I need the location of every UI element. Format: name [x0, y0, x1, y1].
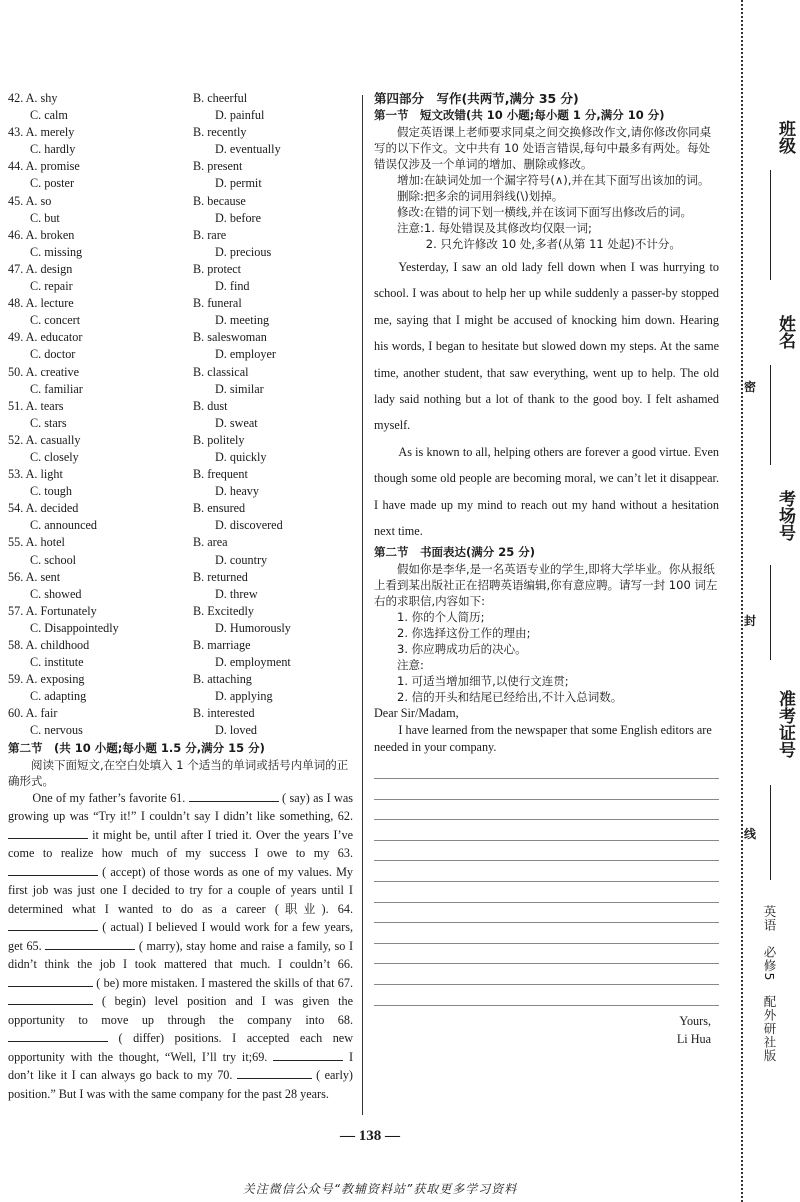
- writing-note: 2. 信的开头和结尾已经给出,不计入总词数。: [397, 690, 623, 705]
- option-d[interactable]: D. meeting: [215, 313, 270, 328]
- essay-to-correct: [374, 254, 719, 544]
- choice-row: [8, 381, 353, 398]
- option-c[interactable]: C. but: [30, 210, 60, 225]
- column-divider: [362, 95, 363, 1115]
- option-b[interactable]: B. frequent: [193, 467, 248, 482]
- option-c[interactable]: C. calm: [30, 108, 68, 123]
- section2-instructions: 阅读下面短文,在空白处填入 1 个适当的单词或括号内单词的正确形式。: [8, 757, 349, 788]
- option-c[interactable]: C. closely: [30, 449, 79, 464]
- option-b[interactable]: B. rare: [193, 227, 227, 242]
- option-b[interactable]: B. marriage: [193, 638, 251, 652]
- option-d[interactable]: D. eventually: [215, 142, 281, 157]
- option-d[interactable]: D. sweat: [215, 415, 258, 430]
- option-b[interactable]: B. because: [193, 193, 246, 208]
- class-line[interactable]: [770, 170, 771, 280]
- answer-line[interactable]: [374, 923, 719, 944]
- room-line[interactable]: [770, 565, 771, 660]
- answer-line[interactable]: [374, 903, 719, 924]
- option-d[interactable]: D. quickly: [215, 449, 267, 464]
- essay-paragraph-2[interactable]: As is known to all, helping others are forever a good virtue. Even though some old people are becoming moral, we can’t let it disappear. I have made up my mind to reach out my hand without a hesitation next time.: [374, 444, 719, 539]
- blank-63[interactable]: [8, 863, 98, 876]
- answer-line[interactable]: [374, 841, 719, 862]
- option-b[interactable]: B. ensured: [193, 501, 246, 516]
- option-a[interactable]: 60. A. fair: [8, 706, 58, 721]
- option-c[interactable]: C. poster: [30, 176, 75, 191]
- note-1: 注意:1. 每处错误及其修改均仅限一词;: [397, 221, 592, 235]
- option-d[interactable]: D. precious: [215, 244, 272, 259]
- choice-row: [8, 175, 353, 192]
- rule-delete: 删除:把多余的词用斜线(\)划掉。: [397, 189, 564, 203]
- option-c[interactable]: C. tough: [30, 484, 72, 499]
- blank-69[interactable]: [273, 1048, 343, 1061]
- option-b[interactable]: B. classical: [193, 364, 249, 379]
- option-c[interactable]: C. stars: [30, 415, 67, 430]
- option-c[interactable]: C. school: [30, 552, 77, 567]
- choice-row: [8, 722, 353, 739]
- option-a[interactable]: 45. A. so: [8, 193, 52, 208]
- seal-mark-mi: 密: [744, 380, 757, 394]
- blank-67[interactable]: [8, 992, 93, 1005]
- choice-row: [8, 586, 353, 603]
- blank-70[interactable]: [237, 1066, 312, 1079]
- part4-heading: 第四部分 写作(共两节,满分 35 分): [374, 91, 579, 106]
- option-b[interactable]: B. present: [193, 159, 243, 174]
- choice-row: [8, 637, 353, 654]
- writing-item: 1. 你的个人简历;: [397, 610, 485, 625]
- writing-area[interactable]: [374, 758, 719, 1005]
- option-b[interactable]: B. politely: [193, 432, 245, 447]
- left-column: [8, 90, 353, 1103]
- choice-row: [8, 124, 353, 141]
- option-a[interactable]: 54. A. decided: [8, 501, 79, 516]
- letter-signature: Li Hua: [676, 1031, 711, 1046]
- option-d[interactable]: D. permit: [215, 176, 262, 191]
- writing-item: 3. 你应聘成功后的决心。: [397, 642, 527, 657]
- choice-row: [8, 210, 353, 227]
- letter-opening: I have learned from the newspaper that some English editors are needed in your company.: [374, 723, 712, 755]
- option-b[interactable]: B. protect: [193, 261, 242, 276]
- answer-line[interactable]: [374, 758, 719, 779]
- choice-row: [8, 483, 353, 500]
- option-c[interactable]: C. showed: [30, 586, 82, 601]
- option-d[interactable]: D. employment: [215, 655, 291, 670]
- choice-row: [8, 346, 353, 363]
- choice-row: [8, 500, 353, 517]
- option-a[interactable]: 56. A. sent: [8, 569, 61, 584]
- option-d[interactable]: D. loved: [215, 723, 257, 738]
- option-c[interactable]: C. hardly: [30, 142, 76, 157]
- option-b[interactable]: B. cheerful: [193, 91, 248, 105]
- writing-heading: 第二节 书面表达(满分 25 分): [374, 545, 536, 560]
- option-a[interactable]: 50. A. creative: [8, 364, 80, 379]
- writing-note-heading: 注意:: [397, 658, 424, 673]
- essay-paragraph-1[interactable]: Yesterday, I saw an old lady fell down when I was hurrying to school. I was about to help her up while suddenly a passer-by stopped me, saying that I might be accused of knocking him down. Hearing his words, I began to hesitate but slowed down my steps. At the same time, another student, that saw everything, went up to help. The old lady said nothing but a lot of thank to the good boy. I felt ashamed myself.: [374, 260, 719, 433]
- letter-salutation: Dear Sir/Madam,: [374, 706, 459, 721]
- right-column: [374, 90, 719, 1048]
- choice-row: [8, 329, 353, 346]
- footer-note: 关注微信公众号“教辅资料站”获取更多学习资料: [242, 1182, 518, 1196]
- option-c[interactable]: C. nervous: [30, 723, 83, 738]
- answer-line[interactable]: [374, 861, 719, 882]
- rule-add: 增加:在缺词处加一个漏字符号(∧),并在其下面写出该加的词。: [397, 173, 710, 187]
- option-c[interactable]: C. adapting: [30, 689, 87, 704]
- option-d[interactable]: D. discovered: [215, 518, 283, 533]
- choice-row: [8, 569, 353, 586]
- option-c[interactable]: C. concert: [30, 313, 81, 328]
- choice-row: [8, 244, 353, 261]
- option-b[interactable]: B. recently: [193, 125, 247, 140]
- option-c[interactable]: C. familiar: [30, 381, 83, 396]
- option-c[interactable]: C. missing: [30, 244, 83, 259]
- option-d[interactable]: D. employer: [215, 347, 276, 362]
- choice-row: [8, 517, 353, 534]
- option-c[interactable]: C. doctor: [30, 347, 76, 362]
- answer-line[interactable]: [374, 820, 719, 841]
- choice-row: [8, 364, 353, 381]
- choice-row: [8, 432, 353, 449]
- option-a[interactable]: 47. A. design: [8, 261, 73, 276]
- book-title: 英语 必修5 配外研社版: [762, 905, 777, 1063]
- option-d[interactable]: D. find: [215, 279, 250, 294]
- answer-line[interactable]: [374, 985, 719, 1006]
- option-a[interactable]: 49. A. educator: [8, 330, 83, 345]
- answer-line[interactable]: [374, 944, 719, 965]
- name-label: 姓名: [775, 315, 795, 349]
- blank-61[interactable]: [189, 789, 279, 802]
- seal-mark-feng: 封: [744, 614, 757, 628]
- option-a[interactable]: 48. A. lecture: [8, 296, 74, 311]
- choice-row: [8, 107, 353, 124]
- class-label: 班级: [775, 120, 795, 154]
- option-d[interactable]: D. before: [215, 210, 262, 225]
- binding-dotted-line: [741, 0, 743, 1202]
- choice-row: [8, 261, 353, 278]
- option-c[interactable]: C. repair: [30, 279, 73, 294]
- option-b[interactable]: B. saleswoman: [193, 330, 267, 345]
- option-d[interactable]: D. heavy: [215, 484, 259, 499]
- option-a[interactable]: 52. A. casually: [8, 432, 81, 447]
- option-d[interactable]: D. painful: [215, 108, 265, 123]
- option-b[interactable]: B. dust: [193, 398, 228, 413]
- note-2: 2. 只允许修改 10 处,多者(从第 11 处起)不计分。: [425, 237, 681, 251]
- option-a[interactable]: 58. A. childhood: [8, 638, 90, 652]
- answer-line[interactable]: [374, 964, 719, 985]
- option-a[interactable]: 53. A. light: [8, 467, 63, 482]
- choice-row: [8, 193, 353, 210]
- room-label: 考场号: [775, 490, 795, 541]
- option-a[interactable]: 57. A. Fortunately: [8, 603, 97, 618]
- letter-closing: Yours,: [679, 1013, 711, 1028]
- choice-row: [8, 141, 353, 158]
- answer-line[interactable]: [374, 882, 719, 903]
- choice-row: [8, 295, 353, 312]
- name-line[interactable]: [770, 365, 771, 465]
- exam-id-label: 准考证号: [775, 690, 795, 758]
- choice-row: [8, 552, 353, 569]
- option-d[interactable]: D. threw: [215, 586, 258, 601]
- answer-line[interactable]: [374, 779, 719, 800]
- option-c[interactable]: C. announced: [30, 518, 98, 533]
- blank-68[interactable]: [8, 1029, 108, 1042]
- blank-64[interactable]: [8, 918, 98, 931]
- blank-66[interactable]: [8, 974, 93, 987]
- choice-row: [8, 654, 353, 671]
- choice-row: [8, 449, 353, 466]
- choice-list: [8, 90, 353, 740]
- answer-line[interactable]: [374, 800, 719, 821]
- choice-row: [8, 278, 353, 295]
- option-a[interactable]: 51. A. tears: [8, 398, 64, 413]
- choice-row: [8, 671, 353, 688]
- option-b[interactable]: B. funeral: [193, 296, 242, 311]
- cloze-passage: One of my father’s favorite 61. ( say) as I was growing up was “Try it!” I couldn’t say I didn’t like something, 62. it might be, until after I tried it. Over the years I’ve come to realize how much of my success I owe to my 63. ( accept) of those words as one of my values. My first job was just one I decided to try for a couple of years until I determined what I wanted to do as a career (职业). 64. ( actual) I believed I would work for a few years, get 65. ( marry), stay home and raise a family, so I didn’t think the job I took mattered that much. I couldn’t 66. ( be) more mistaken. I mastered the skills of that 67. ( begin) level position and I was given the opportunity to move up through the company into 68. ( differ) positions. I accepted each new opportunity with the thought, “Well, I’ll try it;69. I don’t like it I can always go back to my 70. ( early) position.” But I was with the same company for the past 28 years.: [8, 790, 354, 1101]
- section2-heading: 第二节 (共 10 小题;每小题 1.5 分,满分 15 分): [8, 740, 265, 755]
- seal-mark-xian: 线: [744, 827, 757, 841]
- option-d[interactable]: D. Humorously: [215, 620, 291, 635]
- option-d[interactable]: D. country: [215, 552, 268, 567]
- choice-row: [8, 398, 353, 415]
- option-b[interactable]: B. Excitedly: [193, 603, 254, 618]
- choice-row: [8, 90, 353, 107]
- option-c[interactable]: C. Disappointedly: [30, 620, 119, 635]
- choice-row: [8, 158, 353, 175]
- option-d[interactable]: D. similar: [215, 381, 264, 396]
- error-correction-heading: 第一节 短文改错(共 10 小题;每小题 1 分,满分 10 分): [374, 108, 665, 122]
- exam-id-line[interactable]: [770, 785, 771, 880]
- option-a[interactable]: 43. A. merely: [8, 125, 75, 140]
- blank-65[interactable]: [45, 937, 135, 950]
- choice-row: [8, 620, 353, 637]
- choice-row: [8, 603, 353, 620]
- option-a[interactable]: 44. A. promise: [8, 159, 80, 174]
- option-a[interactable]: 59. A. exposing: [8, 672, 85, 687]
- option-a[interactable]: 46. A. broken: [8, 227, 75, 242]
- choice-row: [8, 466, 353, 483]
- option-b[interactable]: B. attaching: [193, 672, 252, 687]
- option-b[interactable]: B. area: [193, 535, 228, 550]
- choice-row: [8, 227, 353, 244]
- choice-row: [8, 688, 353, 705]
- page-number: — 138 —: [340, 1128, 400, 1144]
- error-correction-instructions: 假定英语课上老师要求同桌之间交换修改作文,请你修改你同桌写的以下作文。文中共有 10 处语言错误,每句中最多有两处。每处错误仅涉及一个单词的增加、删除或修改。: [374, 125, 712, 171]
- writing-note: 1. 可适当增加细节,以使行文连贯;: [397, 674, 569, 689]
- option-b[interactable]: B. interested: [193, 706, 255, 721]
- blank-62[interactable]: [8, 826, 88, 839]
- option-a[interactable]: 55. A. hotel: [8, 535, 65, 550]
- choice-row: [8, 312, 353, 329]
- option-a[interactable]: 42. A. shy: [8, 91, 58, 105]
- option-c[interactable]: C. institute: [30, 655, 84, 670]
- choice-row: [8, 534, 353, 551]
- writing-item: 2. 你选择这份工作的理由;: [397, 626, 531, 641]
- choice-row: [8, 415, 353, 432]
- option-b[interactable]: B. returned: [193, 569, 248, 584]
- option-d[interactable]: D. applying: [215, 689, 273, 704]
- rule-modify: 修改:在错的词下划一横线,并在该词下面写出修改后的词。: [397, 205, 693, 219]
- choice-row: [8, 705, 353, 722]
- writing-instructions: 假如你是李华,是一名英语专业的学生,即将大学毕业。你从报纸上看到某出版社正在招聘英语编辑,你有意应聘。请写一封 100 词左右的求职信,内容如下:: [374, 562, 718, 609]
